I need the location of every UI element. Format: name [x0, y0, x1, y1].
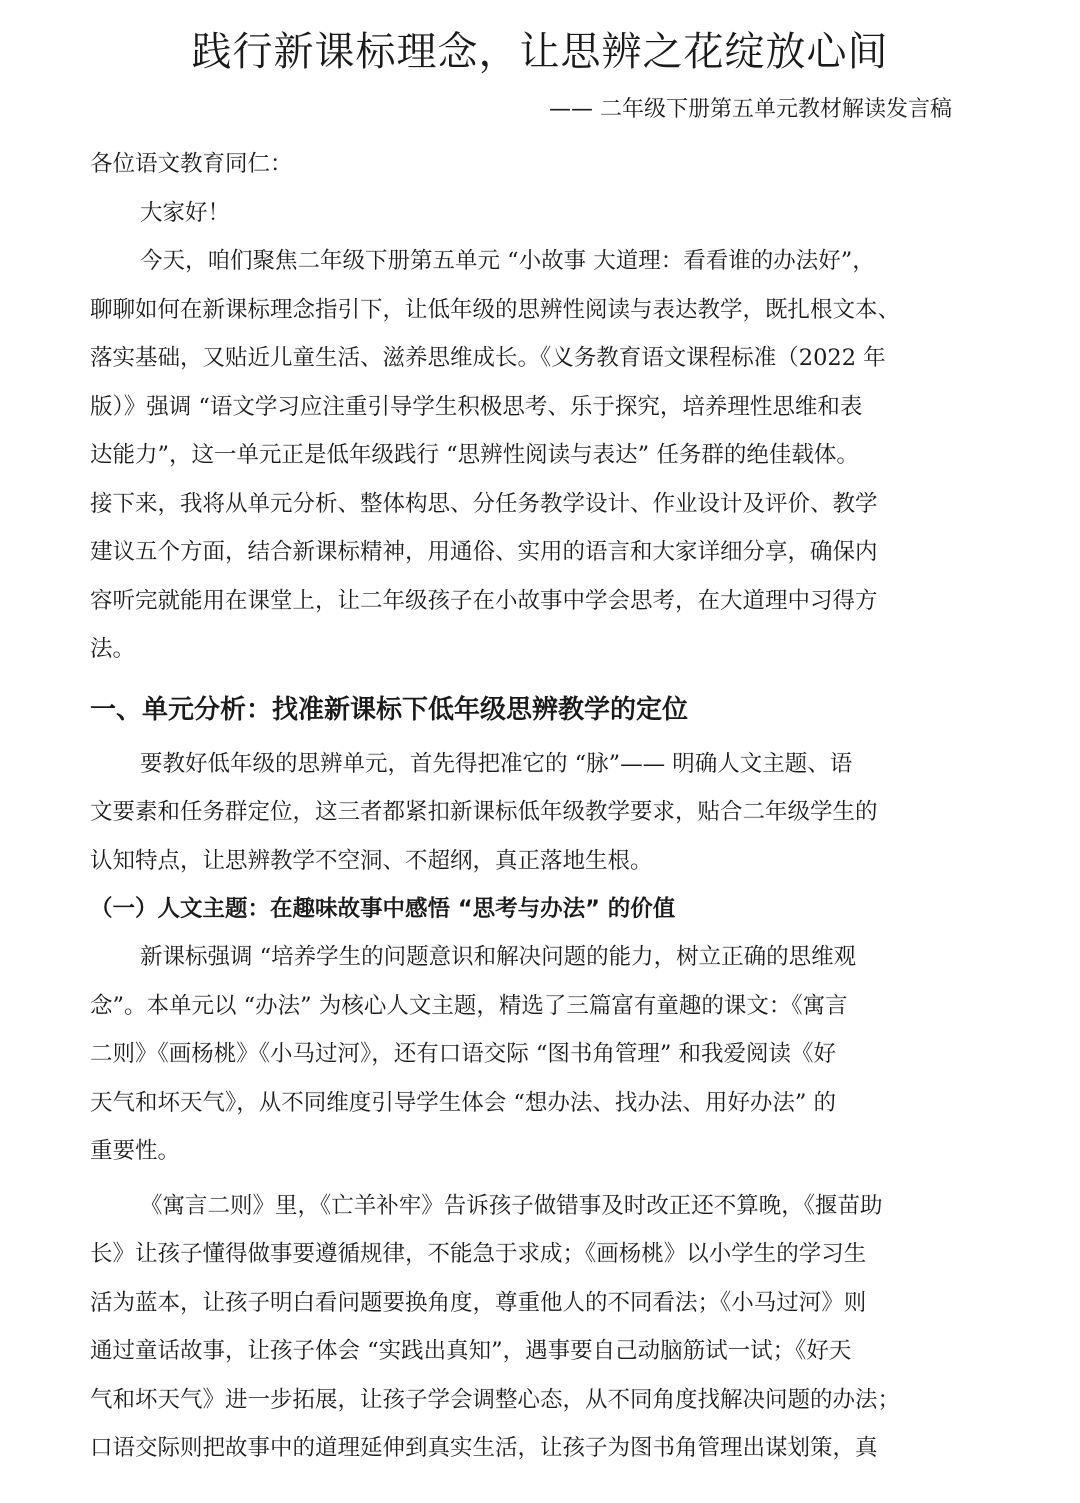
paragraph-line: 要教好低年级的思辨单元，首先得把准它的 “脉”—— 明确人文主题、语 — [140, 750, 853, 777]
section-heading: 一、单元分析：找准新课标下低年级思辨教学的定位 — [90, 694, 689, 725]
paragraph-line: 《寓言二则》里，《亡羊补牢》告诉孩子做错事及时改正还不算晚，《揠苗助 — [140, 1192, 883, 1219]
paragraph-line: 通过童话故事，让孩子体会 “实践出真知”，遇事要自己动脑筋试一试；《好天 — [90, 1338, 852, 1364]
paragraph-line: 长》让孩子懂得做事要遵循规律，不能急于求成；《画杨桃》以小学生的学习生 — [90, 1241, 867, 1267]
paragraph-line: 念”。本单元以 “办法” 为核心人文主题，精选了三篇富有童趣的课文：《寓言 — [90, 992, 848, 1019]
section-paragraph — [90, 740, 956, 886]
document-subtitle: —— 二年级下册第五单元教材解读发言稿 — [549, 97, 952, 122]
paragraph-line: 活为蓝本，让孩子明白看问题要换角度，尊重他人的不同看法；《小马过河》则 — [90, 1289, 867, 1316]
paragraph-line: 新课标强调 “培养学生的问题意识和解决问题的能力，树立正确的思维观 — [140, 944, 857, 970]
subsection-heading: （一）人文主题：在趣味故事中感悟 “思考与办法” 的价值 — [90, 896, 676, 922]
document-title: 践行新课标理念，让思辨之花绽放心间 — [191, 29, 889, 75]
paragraph-line: 容听完就能用在课堂上，让二年级孩子在小故事中学会思考，在大道理中习得方 — [90, 587, 878, 614]
paragraph-line: 建议五个方面，结合新课标精神，用通俗、实用的语言和大家详细分享，确保内 — [90, 539, 878, 565]
paragraph-line: 二则》《画杨桃》《小马过河》，还有口语交际 “图书角管理” 和我爱阅读《好 — [90, 1041, 837, 1067]
paragraph-line: 接下来，我将从单元分析、整体构思、分任务教学设计、作业设计及评价、教学 — [90, 490, 878, 517]
paragraph-line: 天气和坏天气》，从不同维度引导学生体会 “想办法、找办法、用好办法” 的 — [90, 1089, 837, 1116]
paragraph-line: 达能力”，这一单元正是低年级践行 “思辨性阅读与表达” 任务群的绝佳载体。 — [90, 442, 859, 468]
salutation: 各位语文教育同仁： — [90, 151, 293, 177]
subsection-paragraph — [90, 933, 956, 1176]
paragraph-line: 文要素和任务群定位，这三者都紧扣新课标低年级教学要求，贴合二年级学生的 — [90, 799, 878, 825]
paragraph-line: 重要性。 — [90, 1138, 181, 1164]
intro-paragraph — [90, 237, 956, 674]
subsection-paragraph — [90, 1182, 956, 1473]
paragraph-line: 气和坏天气》进一步拓展，让孩子学会调整心态，从不同角度找解决问题的办法； — [90, 1386, 901, 1413]
paragraph-line: 版）》强调 “语文学习应注重引导学生积极思考、乐于探究，培养理性思维和表 — [90, 393, 863, 420]
paragraph-line: 认知特点，让思辨教学不空洞、不超纲，真正落地生根。 — [90, 847, 653, 874]
paragraph-line: 落实基础，又贴近儿童生活、滋养思维成长。《义务教育语文课程标准（2022 年 — [90, 345, 886, 371]
document-body — [90, 140, 956, 1473]
paragraph-line: 聊聊如何在新课标理念指引下，让低年级的思辨性阅读与表达教学，既扎根文本、 — [90, 296, 901, 323]
paragraph-line: 法。 — [90, 636, 136, 662]
paragraph-line: 口语交际则把故事中的道理延伸到真实生活，让孩子为图书角管理出谋划策，真 — [90, 1435, 878, 1461]
paragraph-line: 今天，咱们聚焦二年级下册第五单元 “小故事 大道理：看看谁的办法好”， — [140, 248, 875, 274]
greeting: 大家好！ — [140, 199, 231, 226]
